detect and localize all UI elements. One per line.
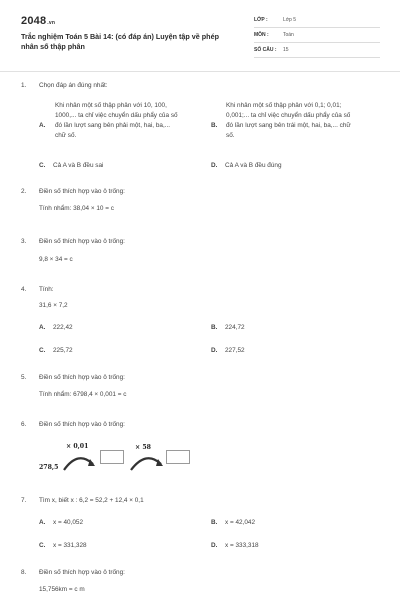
option-a[interactable] xyxy=(39,519,83,526)
question-text: Chọn đáp án đúng nhất: xyxy=(39,82,108,89)
option-text: Khi nhân một số thập phân với 10, 100, 1000,... ta chỉ việc chuyển dấu phẩy của số đó lần lượt sang bên phải một, hai, ba,... chữ số. xyxy=(55,102,178,139)
option-label: A. xyxy=(39,324,46,331)
question-5-expression[interactable]: Tính nhẩm: 6798,4 × 0,001 = c xyxy=(39,391,127,398)
option-d[interactable] xyxy=(211,162,282,169)
option-text: x = 40,052 xyxy=(53,519,84,526)
option-label: D. xyxy=(211,162,218,169)
option-label: C. xyxy=(39,347,46,354)
meta-question-count xyxy=(254,44,380,58)
option-label: B. xyxy=(211,324,218,331)
worksheet-header xyxy=(0,0,400,68)
meta-key: SỐ CÂU : xyxy=(254,47,277,53)
meta-key: LỚP : xyxy=(254,17,268,23)
question-number: 1. xyxy=(21,82,27,89)
question-number: 6. xyxy=(21,421,27,428)
question-text: Điền số thích hợp vào ô trống: xyxy=(39,188,125,195)
operator-label-2: × 58 xyxy=(135,444,151,451)
start-value: 278,5 xyxy=(39,464,59,471)
answer-box-1[interactable] xyxy=(100,450,124,464)
meta-value: Lớp 5 xyxy=(283,17,297,23)
question-text: Tính: xyxy=(39,286,54,293)
question-4-expression: 31,6 × 7,2 xyxy=(39,302,68,309)
question-number: 2. xyxy=(21,188,27,195)
logo-text: 2048 xyxy=(21,15,47,27)
question-8-expression[interactable]: 15,756km = c m xyxy=(39,586,85,593)
option-text: 225,72 xyxy=(53,347,73,354)
option-label: B. xyxy=(211,519,218,526)
option-a[interactable] xyxy=(39,324,73,331)
option-b[interactable] xyxy=(211,324,245,331)
question-2-expression[interactable]: Tính nhẩm: 38,04 × 10 = c xyxy=(39,205,114,212)
operator-label-1: × 0,01 xyxy=(66,443,89,450)
question-number: 8. xyxy=(21,569,27,576)
option-label: C. xyxy=(39,162,46,169)
option-label: C. xyxy=(39,542,46,549)
question-number: 4. xyxy=(21,286,27,293)
option-text: x = 331,328 xyxy=(53,542,87,549)
meta-value: 15 xyxy=(283,47,289,53)
question-text: Điền số thích hợp vào ô trống: xyxy=(39,238,125,245)
option-d[interactable] xyxy=(211,542,259,549)
option-d[interactable] xyxy=(211,347,245,354)
option-label: D. xyxy=(211,347,218,354)
question-text: Điền số thích hợp vào ô trống: xyxy=(39,421,125,428)
header-divider xyxy=(0,71,400,72)
option-text: 222,42 xyxy=(53,324,73,331)
meta-class xyxy=(254,14,380,28)
option-c[interactable] xyxy=(39,162,103,169)
operation-chain-diagram xyxy=(36,444,206,478)
question-number: 7. xyxy=(21,497,27,504)
meta-key: MÔN : xyxy=(254,32,269,38)
option-label: D. xyxy=(211,542,218,549)
question-number: 5. xyxy=(21,374,27,381)
meta-subject xyxy=(254,29,380,43)
question-text: Điền số thích hợp vào ô trống: xyxy=(39,569,125,576)
question-number: 3. xyxy=(21,238,27,245)
option-text: 224,72 xyxy=(225,324,245,331)
option-text: Cả A và B đều đúng xyxy=(225,162,282,169)
logo-suffix: .vn xyxy=(47,20,56,26)
option-text: Cả A và B đều sai xyxy=(53,162,104,169)
option-b[interactable] xyxy=(211,519,255,526)
option-text: 227,52 xyxy=(225,347,245,354)
option-label: B. xyxy=(211,122,218,129)
option-label: A. xyxy=(39,519,46,526)
option-text: x = 42,042 xyxy=(225,519,256,526)
question-text: Điền số thích hợp vào ô trống: xyxy=(39,374,125,381)
site-logo[interactable] xyxy=(21,15,55,27)
meta-value: Toán xyxy=(283,32,294,38)
document-title: Trắc nghiệm Toán 5 Bài 14: (có đáp án) Luyện tập về phép nhân số thập phân xyxy=(21,32,219,51)
question-3-expression[interactable]: 9,8 × 34 = c xyxy=(39,256,73,263)
answer-box-2[interactable] xyxy=(166,450,190,464)
option-c[interactable] xyxy=(39,542,87,549)
option-text: x = 333,318 xyxy=(225,542,259,549)
option-label: A. xyxy=(39,122,46,129)
question-text: Tìm x, biết x : 6,2 = 52,2 + 12,4 × 0,1 xyxy=(39,497,144,504)
option-text: Khi nhân một số thập phân với 0,1; 0,01; 0,001;... ta chỉ việc chuyển dấu phẩy của số đó lần lượt sang bên trái một, hai, ba,... chữ số. xyxy=(226,102,351,139)
option-c[interactable] xyxy=(39,347,73,354)
